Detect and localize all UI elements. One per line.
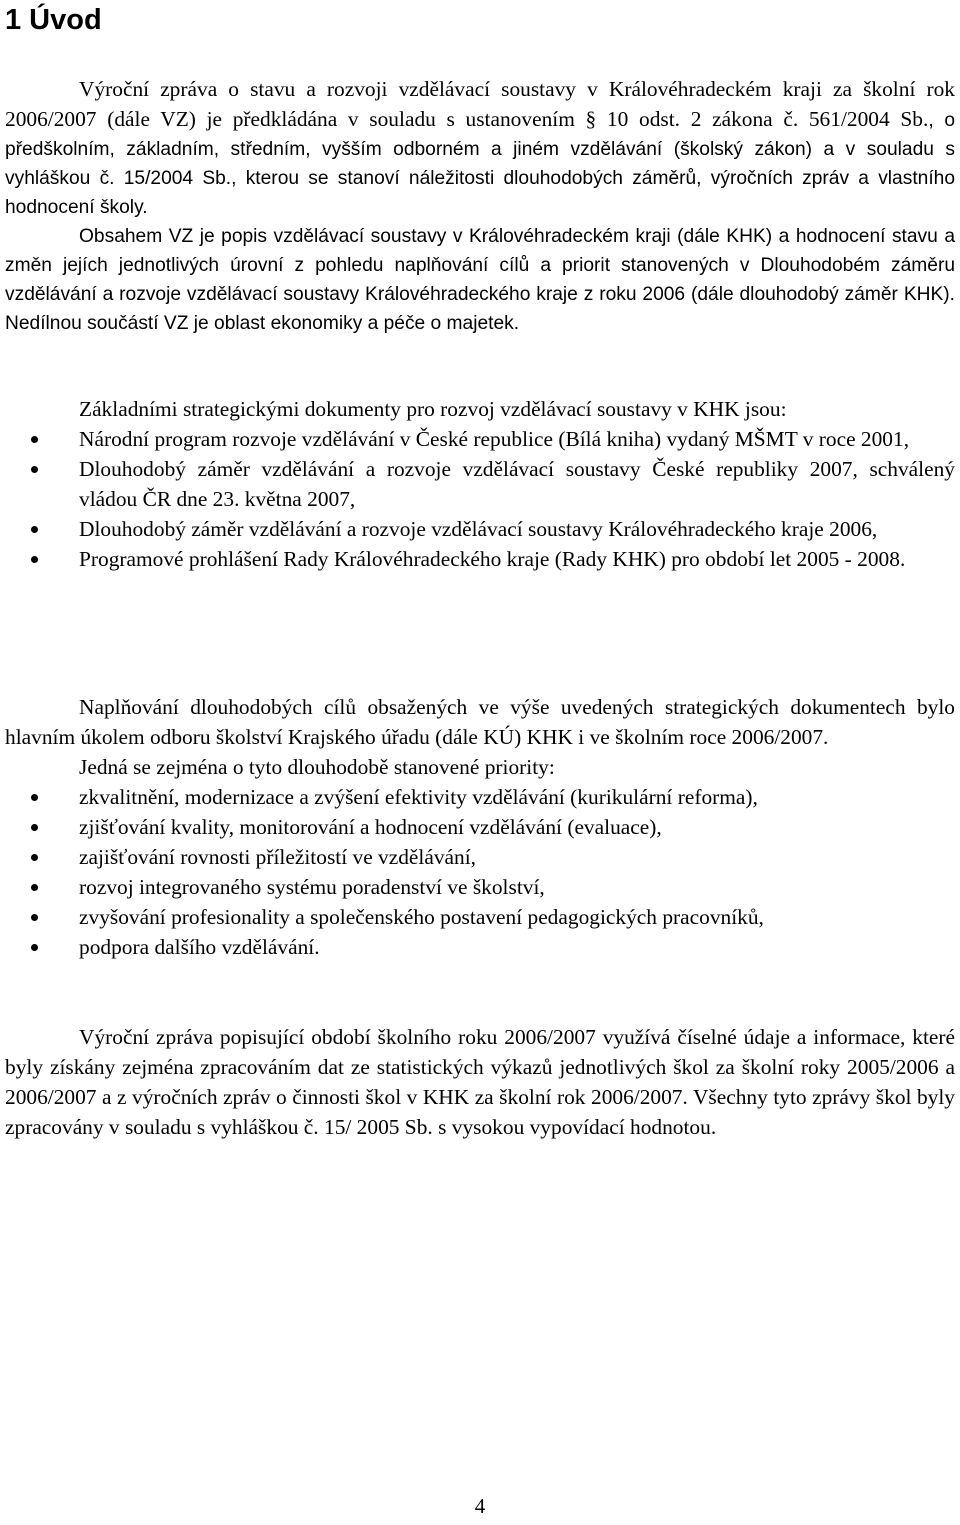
strategic-lead: Základními strategickými dokumenty pro rozvoj vzdělávací soustavy v KHK jsou: xyxy=(79,397,787,421)
closing-block xyxy=(5,1022,955,1142)
intro-block xyxy=(5,74,955,338)
intro-text-serif: Výroční zpráva o stavu a rozvoji vzdělávací soustavy v Královéhradeckém kraji za školní rok 2006/2007 (dále VZ) je předkládána v souladu s ustanovením § 10 odst. 2 zákona č. 561/2004 Sb. xyxy=(5,77,955,131)
priorities-lead: Jedná se zejména o tyto dlouhodobě stanovené priority: xyxy=(79,755,555,779)
list-item: Programové prohlášení Rady Královéhradeckého kraje (Rady KHK) pro období let 2005 - 2008. xyxy=(5,544,955,574)
page-number: 4 xyxy=(474,1494,486,1518)
list-item: Dlouhodobý záměr vzdělávání a rozvoje vzdělávací soustavy České republiky 2007, schválený vládou ČR dne 23. května 2007, xyxy=(5,454,955,514)
list-item: podpora dalšího vzdělávání. xyxy=(5,932,955,962)
bullet-icon xyxy=(31,914,38,921)
intro-paragraph-2: Obsahem VZ je popis vzdělávací soustavy v Královéhradeckém kraji (dále KHK) a hodnocení stavu a změn jejích jednotlivých úrovní z pohledu naplňování cílů a priorit stanovených v Dlouhodobém záměru vzdělávání a rozvoje vzdělávací soustavy Královéhradeckého kraje z roku 2006 (dále dlouhodobý záměr KHK). Nedílnou součástí VZ je oblast ekonomiky a péče o majetek. xyxy=(5,226,955,334)
priorities-list xyxy=(5,782,955,962)
list-item: zjišťování kvality, monitorování a hodnocení vzdělávání (evaluace), xyxy=(5,812,955,842)
priorities-block xyxy=(5,692,955,962)
bullet-icon xyxy=(31,466,38,473)
bullet-icon xyxy=(31,436,38,443)
closing-paragraph: Výroční zpráva popisující období školního roku 2006/2007 využívá číselné údaje a informace, které byly získány zejména zpracováním dat ze statistických výkazů jednotlivých škol za školní roky 2005/2006 a 2006/2007 a z výročních zpráv o činnosti škol v KHK za školní rok 2006/2007. Všechny tyto zprávy škol byly zpracovány v souladu s vyhláškou č. 15/ 2005 Sb. s vysokou vypovídací hodnotou. xyxy=(5,1025,955,1139)
list-item: zajišťování rovnosti příležitostí ve vzdělávání, xyxy=(5,842,955,872)
list-item: zvyšování profesionality a společenského postavení pedagogických pracovníků, xyxy=(5,902,955,932)
bullet-icon xyxy=(31,556,38,563)
strategic-documents-list xyxy=(5,424,955,574)
list-item: rozvoj integrovaného systému poradenství ve školství, xyxy=(5,872,955,902)
bullet-icon xyxy=(31,794,38,801)
section-heading: 1 Úvod xyxy=(5,4,102,36)
bullet-icon xyxy=(31,824,38,831)
bullet-icon xyxy=(31,526,38,533)
bullet-icon xyxy=(31,944,38,951)
bullet-icon xyxy=(31,884,38,891)
list-item: Dlouhodobý záměr vzdělávání a rozvoje vzdělávací soustavy Královéhradeckého kraje 2006, xyxy=(5,514,955,544)
intro-text-sans-a: , o předškolním, základním, středním, vyšším odborném a jiném vzdělávání (školský zákon) a v souladu s vyhláškou č. 15/2004 Sb. xyxy=(5,110,955,189)
intro-paragraph-1 xyxy=(5,74,955,222)
intro-text-sans-b: , kterou se stanoví náležitosti dlouhodobých záměrů, výročních zpráv a vlastního hodnocení školy. xyxy=(5,168,955,218)
strategic-documents-block xyxy=(5,394,955,574)
list-item: zkvalitnění, modernizace a zvýšení efektivity vzdělávání (kurikulární reforma), xyxy=(5,782,955,812)
bullet-icon xyxy=(31,854,38,861)
goals-paragraph: Naplňování dlouhodobých cílů obsažených ve výše uvedených strategických dokumentech bylo hlavním úkolem odboru školství Krajského úřadu (dále KÚ) KHK i ve školním roce 2006/2007. xyxy=(5,695,955,749)
list-item: Národní program rozvoje vzdělávání v České republice (Bílá kniha) vydaný MŠMT v roce 2001, xyxy=(5,424,955,454)
